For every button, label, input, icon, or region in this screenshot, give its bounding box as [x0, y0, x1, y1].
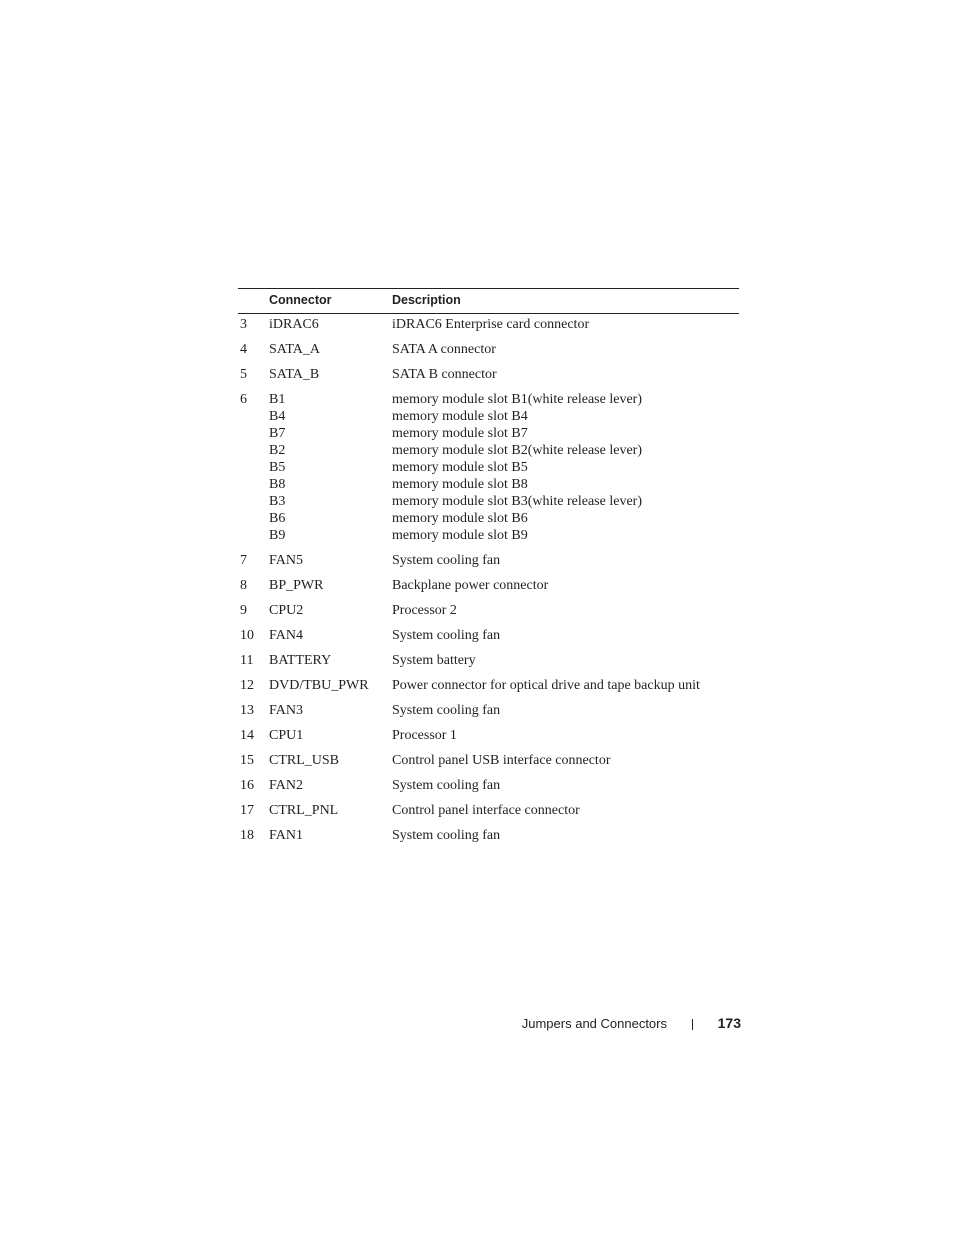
table-row — [238, 824, 739, 849]
page-number: 173 — [717, 1015, 741, 1031]
row-number: 12 — [240, 678, 254, 693]
connector-cell — [269, 314, 392, 339]
row-number: 17 — [240, 803, 254, 818]
connector-description: System cooling fan — [392, 553, 501, 568]
description-cell — [392, 649, 739, 674]
connector-description: memory module slot B5 — [392, 460, 528, 475]
connector-description: System cooling fan — [392, 828, 501, 843]
connector-name: B2 — [269, 443, 286, 458]
connector-description: memory module slot B4 — [392, 409, 528, 424]
description-cell — [392, 338, 739, 363]
connector-name: FAN2 — [269, 778, 303, 793]
description-cell — [392, 774, 739, 799]
connector-table-container — [238, 288, 739, 849]
connector-name: B1 — [269, 392, 286, 407]
connector-name: B5 — [269, 460, 286, 475]
row-number: 14 — [240, 728, 254, 743]
description-cell — [392, 824, 739, 849]
connector-cell — [269, 363, 392, 388]
connector-cell — [269, 799, 392, 824]
row-number: 16 — [240, 778, 254, 793]
connector-description: memory module slot B2(white release lever) — [392, 443, 642, 458]
table-row — [238, 338, 739, 363]
table-row — [238, 649, 739, 674]
connector-description: memory module slot B9 — [392, 528, 528, 543]
connector-name: SATA_A — [269, 342, 320, 357]
table-row — [238, 724, 739, 749]
connector-name: B4 — [269, 409, 286, 424]
connector-description: System battery — [392, 653, 476, 668]
connector-description: Control panel interface connector — [392, 803, 580, 818]
description-cell — [392, 749, 739, 774]
connector-description: System cooling fan — [392, 778, 501, 793]
connector-cell — [269, 649, 392, 674]
row-number: 5 — [240, 367, 247, 382]
description-cell — [392, 388, 739, 549]
connector-name: B7 — [269, 426, 286, 441]
connector-cell — [269, 824, 392, 849]
connector-name: CPU2 — [269, 603, 304, 618]
header-number — [238, 289, 269, 314]
connector-name: CPU1 — [269, 728, 304, 743]
connector-description: memory module slot B6 — [392, 511, 528, 526]
connector-name: FAN4 — [269, 628, 303, 643]
connector-name: FAN3 — [269, 703, 303, 718]
connector-cell — [269, 774, 392, 799]
row-number: 4 — [240, 342, 247, 357]
connector-name: FAN1 — [269, 828, 303, 843]
connector-name: FAN5 — [269, 553, 303, 568]
row-number: 15 — [240, 753, 254, 768]
row-number: 6 — [240, 392, 247, 407]
row-number: 10 — [240, 628, 254, 643]
row-number: 13 — [240, 703, 254, 718]
table-row — [238, 774, 739, 799]
connector-description: System cooling fan — [392, 628, 501, 643]
connector-description: iDRAC6 Enterprise card connector — [392, 317, 590, 332]
connector-cell — [269, 724, 392, 749]
connector-table — [238, 288, 739, 849]
footer-section-title: Jumpers and Connectors — [521, 1016, 667, 1031]
connector-cell — [269, 549, 392, 574]
table-body — [238, 314, 739, 850]
table-row — [238, 674, 739, 699]
connector-description: SATA B connector — [392, 367, 497, 382]
table-row — [238, 749, 739, 774]
connector-cell — [269, 574, 392, 599]
table-row — [238, 388, 739, 549]
row-number: 7 — [240, 553, 247, 568]
connector-description: memory module slot B3(white release lever) — [392, 494, 642, 509]
description-cell — [392, 799, 739, 824]
header-connector: Connector — [269, 293, 332, 307]
row-number: 8 — [240, 578, 247, 593]
connector-description: Backplane power connector — [392, 578, 549, 593]
description-cell — [392, 574, 739, 599]
page-footer — [0, 1015, 741, 1033]
header-description: Description — [392, 293, 461, 307]
connector-cell — [269, 599, 392, 624]
connector-description: Control panel USB interface connector — [392, 753, 611, 768]
connector-cell — [269, 388, 392, 549]
description-cell — [392, 699, 739, 724]
row-number: 9 — [240, 603, 247, 618]
connector-cell — [269, 624, 392, 649]
table-row — [238, 574, 739, 599]
description-cell — [392, 314, 739, 339]
connector-name: B6 — [269, 511, 286, 526]
table-header-row — [238, 289, 739, 314]
connector-name: CTRL_PNL — [269, 803, 339, 818]
connector-cell — [269, 699, 392, 724]
connector-description: Processor 2 — [392, 603, 457, 618]
connector-description: Processor 1 — [392, 728, 457, 743]
connector-cell — [269, 338, 392, 363]
description-cell — [392, 674, 739, 699]
table-row — [238, 624, 739, 649]
description-cell — [392, 624, 739, 649]
connector-name: B9 — [269, 528, 286, 543]
table-row — [238, 363, 739, 388]
connector-name: B3 — [269, 494, 286, 509]
connector-description: SATA A connector — [392, 342, 496, 357]
connector-name: CTRL_USB — [269, 753, 340, 768]
connector-cell — [269, 674, 392, 699]
connector-name: BATTERY — [269, 653, 332, 668]
footer-separator — [692, 1019, 693, 1030]
connector-description: memory module slot B7 — [392, 426, 528, 441]
connector-name: BP_PWR — [269, 578, 324, 593]
table-row — [238, 799, 739, 824]
connector-description: System cooling fan — [392, 703, 501, 718]
description-cell — [392, 549, 739, 574]
table-row — [238, 599, 739, 624]
table-row — [238, 314, 739, 339]
connector-name: iDRAC6 — [269, 317, 319, 332]
description-cell — [392, 724, 739, 749]
description-cell — [392, 599, 739, 624]
row-number: 11 — [240, 653, 254, 668]
connector-description: memory module slot B1(white release lever) — [392, 392, 642, 407]
description-cell — [392, 363, 739, 388]
table-row — [238, 549, 739, 574]
table-row — [238, 699, 739, 724]
connector-description: memory module slot B8 — [392, 477, 528, 492]
connector-name: DVD/TBU_PWR — [269, 678, 369, 693]
row-number: 18 — [240, 828, 254, 843]
connector-description: Power connector for optical drive and tape backup unit — [392, 678, 700, 693]
connector-name: B8 — [269, 477, 286, 492]
connector-cell — [269, 749, 392, 774]
connector-name: SATA_B — [269, 367, 320, 382]
row-number: 3 — [240, 317, 247, 332]
